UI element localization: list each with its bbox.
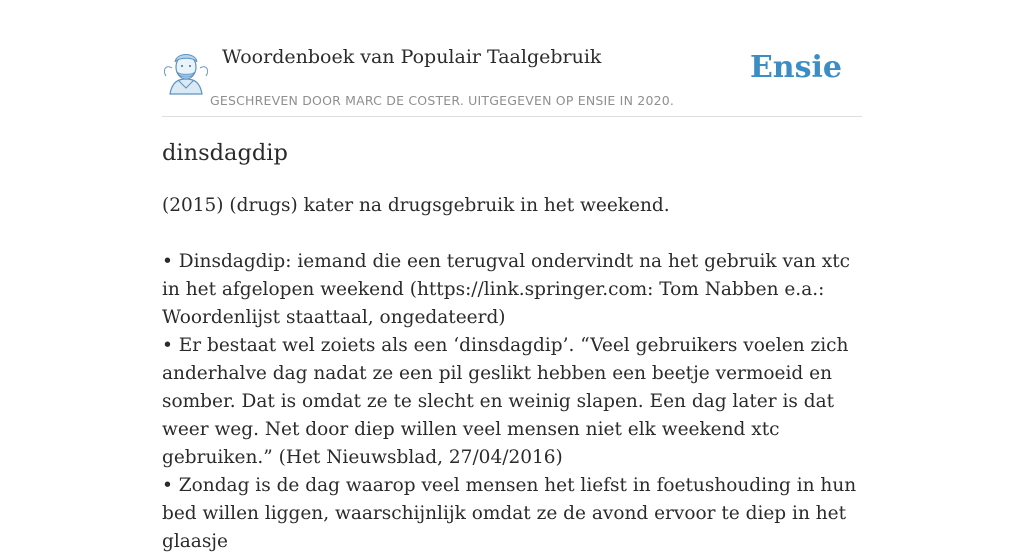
- page-content: [162, 0, 862, 552]
- entry-body: [162, 192, 862, 556]
- paragraph-spacer: [162, 220, 862, 248]
- author-byline: GESCHREVEN DOOR MARC DE COSTER. UITGEGEVEN OP ENSIE IN 2020.: [210, 93, 675, 108]
- entry-definition: (2015) (drugs) kater na drugsgebruik in het weekend.: [162, 195, 670, 216]
- book-title[interactable]: Woordenboek van Populair Taalgebruik: [222, 46, 602, 68]
- ensie-logo[interactable]: Ensie: [749, 50, 842, 85]
- example-quote: • Dinsdagdip: iemand die een terugval ondervindt na het gebruik van xtc in het afgelopen weekend (https://link.springer.com: Tom Nabben e.a.: Woordenlijst staattaal, ongedateerd): [162, 251, 851, 328]
- entry-term: dinsdagdip: [162, 140, 288, 166]
- example-quote: • Er bestaat wel zoiets als een ‘dinsdagdip’. “Veel gebruikers voelen zich anderhalve dag nadat ze een pil geslikt hebben een beetje vermoeid en somber. Dat is omdat ze te slecht en weinig slapen. Een dag later is dat weer weg. Net door diep willen veel mensen niet elk weekend xtc gebruiken.” (Het Nieuwsblad, 27/04/2016): [162, 335, 849, 468]
- book-header: [162, 40, 862, 117]
- author-portrait-icon: [162, 46, 210, 96]
- example-quote: • Zondag is de dag waarop veel mensen het liefst in foetushouding in hun bed willen liggen, waarschijnlijk omdat ze de avond ervoor te diep in het glaasje: [162, 475, 857, 552]
